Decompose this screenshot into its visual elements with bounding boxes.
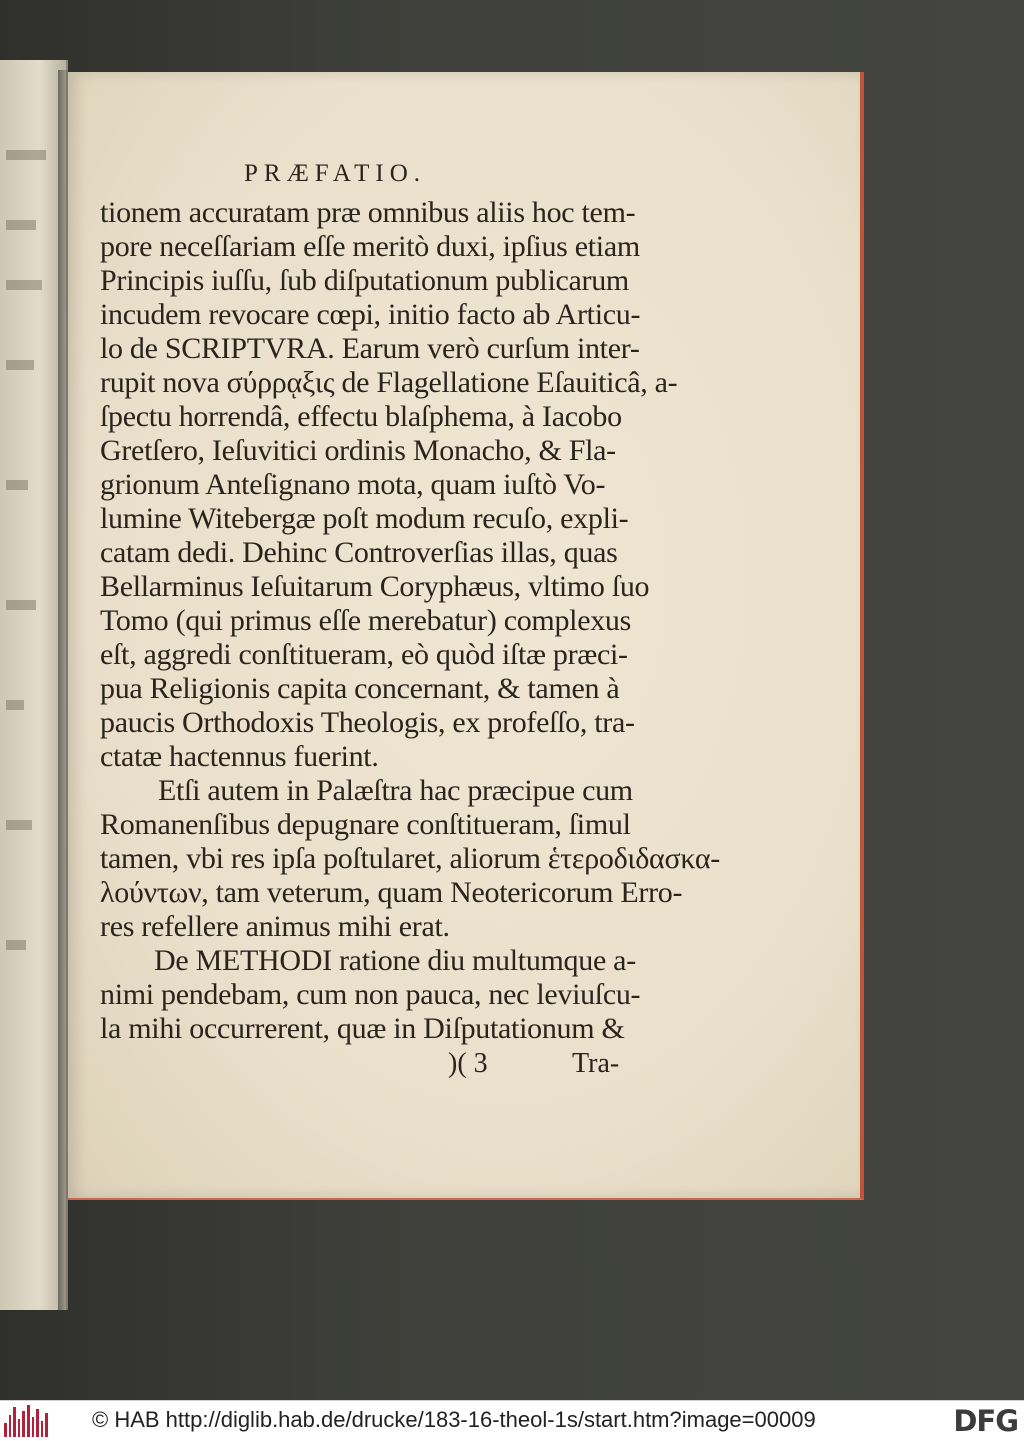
text-line: lo de SCRIPTVRA. Earum verò curſum inter-	[100, 332, 640, 365]
text-line: catam dedi. Dehinc Controverſias illas, quas	[100, 536, 618, 569]
catchword: Tra-	[572, 1048, 620, 1079]
text-line: rupit nova σύρρᾳξις de Flagellatione Eſauiticâ, a-	[100, 366, 678, 399]
hab-logo-icon	[4, 1405, 48, 1437]
text-line: De METHODI ratione diu multumque a-	[154, 944, 636, 977]
page-header: PRÆFATIO.	[244, 160, 427, 187]
text-line: paucis Orthodoxis Theologis, ex profeſſo, tra-	[100, 706, 635, 739]
footer-bar	[0, 1400, 1024, 1441]
text-line: tamen, vbi res ipſa poſtularet, aliorum ἑτεροδιδασκα-	[100, 842, 720, 875]
text-line: nimi pendebam, cum non pauca, nec leviuſcu-	[100, 978, 641, 1011]
text-line: eſt, aggredi conſtitueram, eò quòd iſtæ præci-	[100, 638, 628, 671]
text-line: Principis iuſſu, ſub diſputationum publicarum	[100, 264, 629, 297]
text-line: Romanenſibus depugnare conſtitueram, ſimul	[100, 808, 631, 841]
text-line: ſpectu horrendâ, effectu blaſphema, à Iacobo	[100, 400, 622, 433]
copyright-url[interactable]: © HAB http://diglib.hab.de/drucke/183-16-theol-1s/start.htm?image=00009	[92, 1407, 816, 1432]
text-line: incudem revocare cœpi, initio facto ab Articu-	[100, 298, 641, 331]
text-line: ctatæ hactennus fuerint.	[100, 740, 379, 773]
text-line: pua Religionis capita concernant, & tamen à	[100, 672, 620, 705]
text-line: Bellarminus Ieſuitarum Coryphæus, vltimo ſuo	[100, 570, 650, 603]
text-line: la mihi occurrerent, quæ in Diſputationum &	[100, 1012, 625, 1045]
text-line: Etſi autem in Palæſtra hac præcipue cum	[158, 774, 633, 807]
text-line: grionum Anteſignano mota, quam iuſtò Vo-	[100, 468, 606, 501]
text-line: pore neceſſariam eſſe meritò duxi, ipſius etiam	[100, 230, 640, 263]
text-line: Gretſero, Ieſuvitici ordinis Monacho, & Fla-	[100, 434, 616, 467]
text-line: lumine Witebergæ poſt modum recuſo, expli-	[100, 502, 629, 535]
text-line: res refellere animus mihi erat.	[100, 910, 450, 943]
text-line: λούντων, tam veterum, quam Neotericorum Erro-	[100, 876, 683, 909]
signature-mark: )( 3	[448, 1048, 488, 1079]
text-line: tionem accuratam præ omnibus aliis hoc tem-	[100, 196, 636, 229]
dfg-logo: DFG	[953, 1404, 1018, 1438]
text-line: Tomo (qui primus eſſe merebatur) complexus	[100, 604, 631, 637]
